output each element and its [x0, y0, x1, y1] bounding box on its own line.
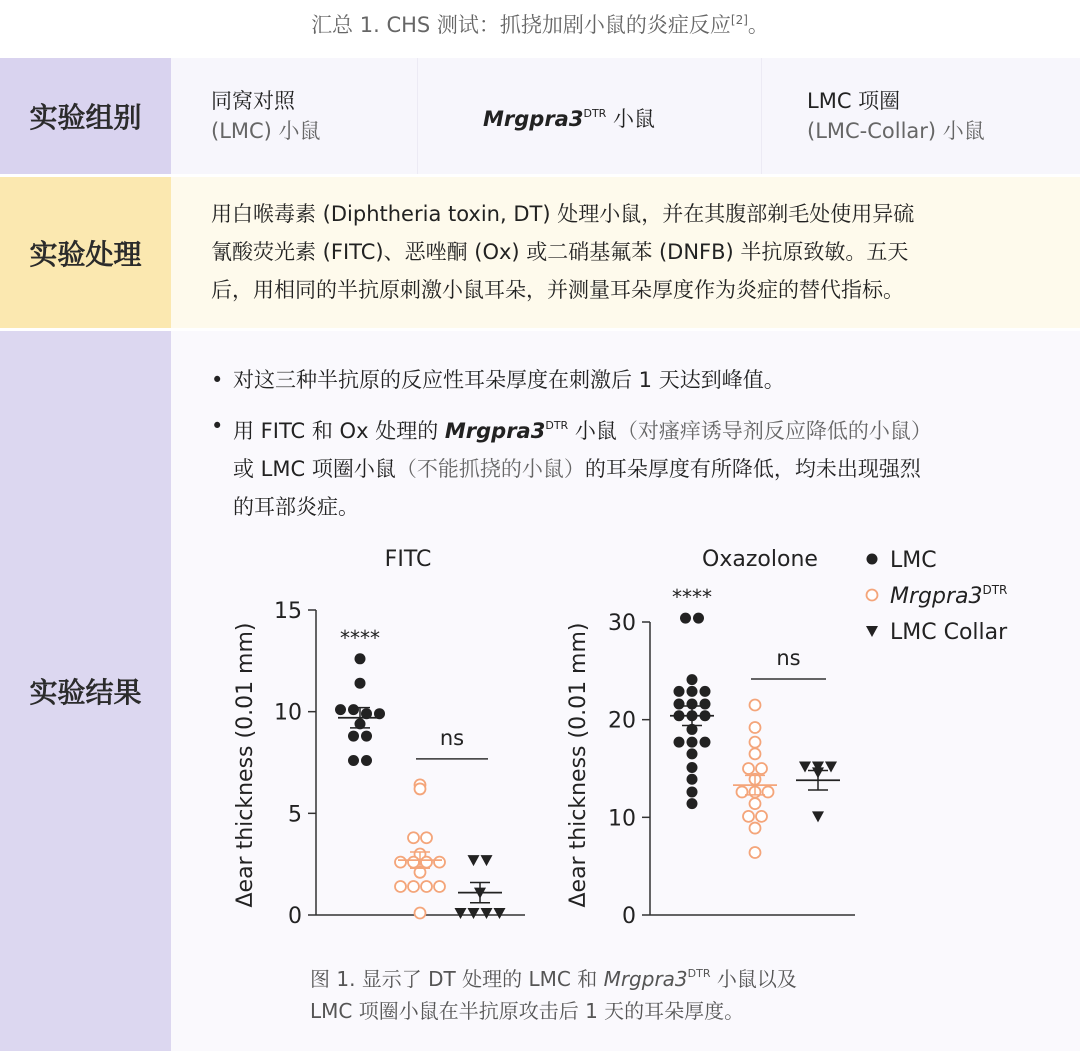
- row-label-groups: 实验组别: [0, 58, 171, 174]
- bullet-gene-sup: DTR: [545, 419, 569, 432]
- bullet-note: （对瘙痒诱导剂反应降低的小鼠）: [616, 419, 932, 443]
- mrgpra3-point: [737, 786, 748, 797]
- legend-label-text: LMC Collar: [890, 620, 1008, 645]
- legend-label-text: LMC: [890, 548, 937, 573]
- figure-caption-text: 小鼠以及: [710, 967, 797, 991]
- mrgpra3-point: [415, 783, 426, 794]
- mrgpra3-point: [743, 811, 754, 822]
- lmc-point: [674, 686, 685, 697]
- mrgpra3-point: [743, 763, 754, 774]
- group-lmc-title: 同窝对照: [211, 89, 295, 113]
- bullet-text: 对这三种半抗原的反应性耳朵厚度在刺激后 1 天达到峰值。: [233, 368, 785, 392]
- y-tick-label: 0: [622, 904, 636, 929]
- collar-point: [455, 908, 467, 919]
- bullet-text: 的耳朵厚度有所降低，均未出现强烈: [584, 457, 921, 481]
- group-collar-title: LMC 项圈: [807, 89, 901, 113]
- chart-title: Oxazolone: [702, 547, 818, 572]
- collar-point: [812, 811, 824, 822]
- y-axis-label: Δear thickness (0.01 mm): [566, 622, 591, 908]
- collar-point: [468, 908, 480, 919]
- ns-label: ns: [439, 725, 465, 750]
- significance-stars: ****: [340, 625, 380, 650]
- legend-marker-lmc: [867, 554, 878, 565]
- lmc-point: [355, 653, 366, 664]
- mrgpra3-point: [750, 847, 761, 858]
- mrgpra3-point: [763, 786, 774, 797]
- mrgpra3-point: [395, 857, 406, 868]
- figure-caption-sup: DTR: [687, 967, 711, 980]
- lmc-point: [674, 699, 685, 710]
- mrgpra3-point: [756, 763, 767, 774]
- mrgpra3-point: [408, 857, 419, 868]
- y-tick-label: 30: [608, 611, 636, 636]
- lmc-point: [693, 613, 704, 624]
- lmc-point: [680, 613, 691, 624]
- bullet-dot: •: [211, 414, 224, 438]
- bullet-gene: Mrgpra3: [444, 419, 546, 443]
- group-mrgpra3-rest: 小鼠: [606, 106, 655, 131]
- legend-label-sup: DTR: [982, 583, 1008, 597]
- mrgpra3-point: [750, 798, 761, 809]
- lmc-point: [687, 737, 698, 748]
- lmc-point: [355, 678, 366, 689]
- mrgpra3-point: [408, 881, 419, 892]
- ns-label: ns: [776, 646, 801, 671]
- lmc-point: [687, 674, 698, 685]
- row-label-results: 实验结果: [0, 331, 171, 1051]
- y-tick-label: 10: [274, 700, 302, 726]
- mrgpra3-point: [750, 823, 761, 834]
- treatment-line: 氰酸荧光素 (FITC)、恶唑酮 (Ox) 或二硝基氟苯 (DNFB) 半抗原致敏。五天: [211, 240, 909, 264]
- legend-label: [890, 548, 937, 573]
- mrgpra3-point: [434, 857, 445, 868]
- bullet-dot: •: [211, 368, 224, 392]
- y-tick-label: 0: [288, 904, 302, 929]
- lmc-point: [687, 686, 698, 697]
- mrgpra3-point: [750, 737, 761, 748]
- collar-point: [481, 908, 493, 919]
- significance-stars: ****: [672, 585, 712, 610]
- figure-caption: [310, 958, 950, 1027]
- collar-point: [494, 908, 506, 919]
- mrgpra3-point: [750, 722, 761, 733]
- y-axis-label: Δear thickness (0.01 mm): [233, 622, 258, 908]
- summary-caption-text: 汇总 1. CHS 测试：抓挠加剧小鼠的炎症反应: [311, 13, 731, 37]
- mrgpra3-point: [756, 811, 767, 822]
- figure-caption-gene: Mrgpra3: [603, 967, 688, 991]
- y-tick-label: 5: [288, 802, 302, 828]
- bullet-text: 用 FITC 和 Ox 处理的: [233, 419, 445, 443]
- collar-point: [481, 855, 493, 866]
- legend-label: [890, 583, 1007, 609]
- lmc-point: [687, 774, 698, 785]
- lmc-point: [348, 704, 359, 715]
- mrgpra3-point: [421, 857, 432, 868]
- lmc-point: [348, 755, 359, 766]
- lmc-point: [687, 762, 698, 773]
- y-tick-label: 15: [274, 599, 302, 624]
- lmc-point: [687, 786, 698, 797]
- row-label-treatment: 实验处理: [0, 177, 171, 328]
- legend-label-text: Mrgpra3: [890, 584, 983, 609]
- legend-label: [890, 620, 1008, 645]
- lmc-point: [348, 731, 359, 742]
- y-tick-label: 20: [608, 708, 636, 734]
- legend-marker-mrgpra3: [867, 590, 878, 601]
- lmc-point: [335, 704, 346, 715]
- treatment-line: 用白喉毒素 (Diphtheria toxin, DT) 处理小鼠，并在其腹部剃毛处使用异硫: [211, 202, 915, 226]
- lmc-point: [361, 731, 372, 742]
- lmc-point: [674, 737, 685, 748]
- collar-point: [468, 855, 480, 866]
- legend-marker-collar: [866, 626, 878, 637]
- bullet-text: 小鼠: [568, 419, 617, 443]
- mrgpra3-point: [421, 881, 432, 892]
- mrgpra3-point: [415, 907, 426, 918]
- lmc-point: [700, 686, 711, 697]
- lmc-point: [687, 798, 698, 809]
- mrgpra3-point: [434, 881, 445, 892]
- lmc-point: [700, 699, 711, 710]
- group-lmc-subtitle: (LMC) 小鼠: [211, 119, 321, 143]
- mrgpra3-point: [421, 832, 432, 843]
- summary-caption-end: 。: [747, 13, 769, 37]
- figure-caption-text: 图 1. 显示了 DT 处理的 LMC 和: [310, 967, 604, 991]
- mrgpra3-point: [750, 748, 761, 759]
- bullet-text: 的耳部炎症。: [233, 495, 359, 519]
- group-mrgpra3-sup: DTR: [583, 106, 607, 120]
- lmc-point: [361, 755, 372, 766]
- treatment-line: 后，用相同的半抗原刺激小鼠耳朵，并测量耳朵厚度作为炎症的替代指标。: [211, 278, 904, 302]
- mrgpra3-point: [395, 881, 406, 892]
- figure-caption-line2: LMC 项圈小鼠在半抗原攻击后 1 天的耳朵厚度。: [310, 999, 745, 1023]
- bullet-text: 或 LMC 项圈小鼠: [233, 457, 396, 481]
- group-collar-subtitle: (LMC-Collar) 小鼠: [807, 119, 985, 143]
- mrgpra3-point: [408, 832, 419, 843]
- lmc-point: [700, 737, 711, 748]
- lmc-point: [687, 748, 698, 759]
- chart-title: FITC: [384, 547, 432, 572]
- group-mrgpra3-gene: Mrgpra3: [483, 106, 584, 131]
- summary-caption-ref: [2]: [730, 13, 748, 27]
- bullet-note: （不能抓挠的小鼠）: [395, 457, 585, 481]
- mrgpra3-point: [750, 700, 761, 711]
- y-tick-label: 10: [608, 806, 636, 832]
